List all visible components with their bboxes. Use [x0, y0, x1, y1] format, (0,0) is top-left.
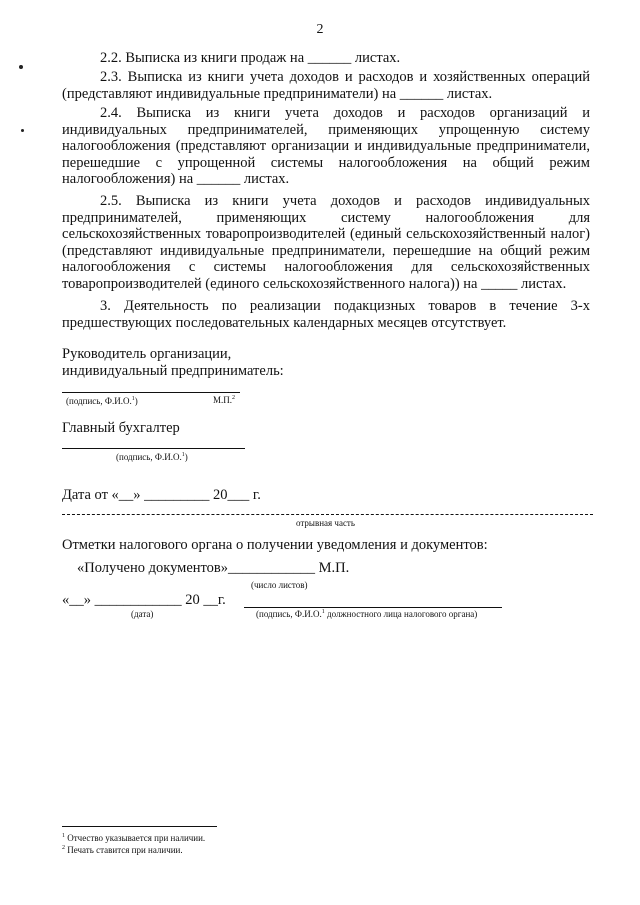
accountant-label: Главный бухгалтер [62, 420, 180, 436]
receipt-date-caption: (дата) [131, 609, 154, 619]
tax-office-heading: Отметки налогового органа о получении уведомления и документов: [62, 537, 488, 553]
tear-off-line [62, 514, 593, 515]
official-signature-line [244, 607, 502, 608]
documents-received-line: «Получено документов»____________ М.П. [77, 560, 350, 576]
sheet-count-caption: (число листов) [251, 580, 308, 590]
page-number: 2 [316, 22, 324, 37]
item-2-3: 2.3. Выписка из книги учета доходов и расходов и хозяйственных операций (представляют индивидуальные предприниматели) на ______ листах. [62, 69, 590, 102]
head-label-line2: индивидуальный предприниматель: [62, 363, 284, 379]
footnote-1: $^1$ Отчество указывается при наличии. [62, 833, 206, 843]
footnote-2: $^2$ Печать ставится при наличии. [62, 845, 183, 855]
head-signature-line [62, 392, 240, 393]
accountant-signature-caption: (подпись, Ф.И.О.$^1$) [116, 452, 188, 462]
margin-mark [21, 129, 24, 132]
item-3: 3. Деятельность по реализации подакцизных товаров в течение 3-х предшествующих последовательных календарных месяцев отсутствует. [62, 298, 590, 331]
footnote-separator [62, 826, 217, 827]
head-label-line1: Руководитель организации, [62, 346, 232, 362]
tear-off-label: отрывная часть [296, 518, 355, 528]
head-signature-caption: (подпись, Ф.И.О.$^1$) [66, 396, 138, 406]
margin-mark [19, 65, 23, 69]
item-2-2: 2.2. Выписка из книги продаж на ______ листах. [100, 50, 401, 66]
date-line: Дата от «__» _________ 20___ г. [62, 487, 261, 503]
item-2-4: 2.4. Выписка из книги учета доходов и расходов организаций и индивидуальных предпринимателей, применяющих упрощенную систему налогообложения (представляют организации и индивидуальные предприниматели, перешедшие с упрощенной системы налогообложения на общий режим налогообложения) на ______ листах. [62, 105, 590, 187]
item-2-5: 2.5. Выписка из книги учета доходов и расходов индивидуальных предпринимателей, применяющих систему налогообложения для сельскохозяйственных товаропроизводителей (единый сельскохозяйственный налог) (представляют индивидуальные предприниматели, перешедшие на общий режим налогообложения с системы налогообложения для сельскохозяйственных товаропроизводителей (единого сельскохозяйственного налога)) на _____ листах. [62, 193, 590, 292]
receipt-date-line: «__» ____________ 20 __г. [62, 592, 226, 608]
head-stamp-label: М.П.$^2$ [213, 395, 236, 405]
accountant-signature-line [62, 448, 245, 449]
official-signature-caption: (подпись, Ф.И.О.$^1$ должностного лица налогового органа) [256, 609, 478, 619]
